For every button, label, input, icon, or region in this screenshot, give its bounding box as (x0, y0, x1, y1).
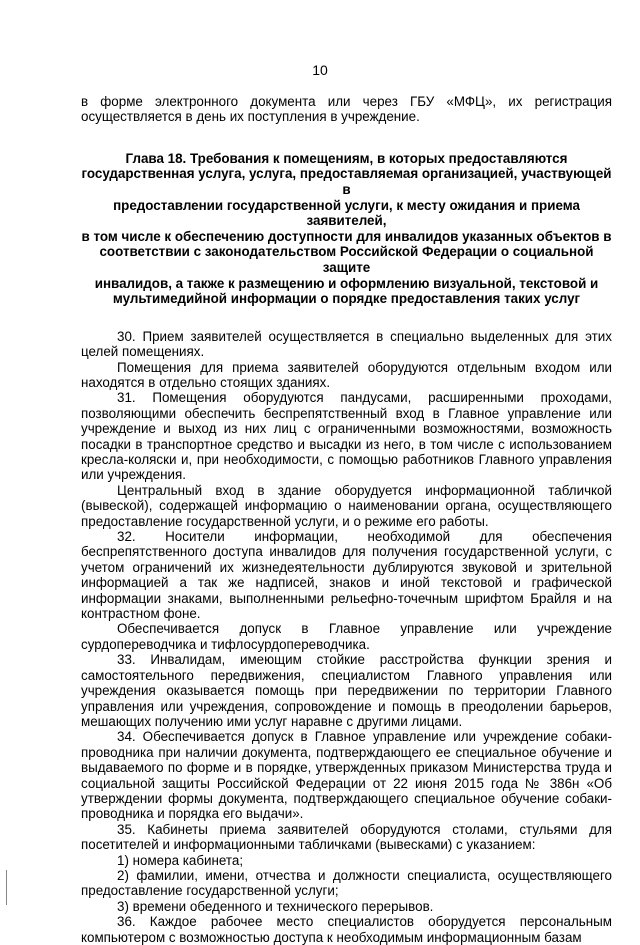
heading-line: государственная услуга, услуга, предоставляемая организацией, участвующей в (81, 166, 612, 197)
heading-line: мультимедийной информации о порядке предоставления таких услуг (112, 291, 581, 307)
heading-line: предоставлении государственной услуги, к месту ожидания и приема заявителей, (113, 197, 580, 229)
paragraph-central-entrance: Центральный вход в здание оборудуется информационной табличкой (вывеской), содержащей информацию о наименовании органа, осуществляющего предоставление государственной услуги, и о режиме его работы. (81, 482, 612, 529)
paragraph-35: 35. Кабинеты приема заявителей оборудуются столами, стульями для посетителей и информационными табличками (вывесками) с указанием: (81, 821, 612, 853)
list-item-breaks: 3) времени обеденного и технического перерывов. (117, 898, 434, 914)
page-number: 10 (312, 62, 328, 78)
heading-line: Глава 18. Требования к помещениям, в которых предоставляются (125, 150, 568, 166)
paragraph-36: 36. Каждое рабочее место специалистов оборудуется персональным компьютером с возможностью доступа к необходимым информационным базам (81, 914, 612, 945)
paragraph-34: 34. Обеспечивается допуск в Главное управление или учреждение собаки-проводника при наличии документа, подтверждающего ее специальное обучение и выдаваемого по форме и в порядке, утвержденных приказом Министерства труда и социальной защиты Российской Федерации от 22 июня 2015 года № 386н «Об утверждении формы документа, подтверждающего специальное обучение собаки-проводника и порядка его выдачи». (81, 729, 612, 822)
page-content (81, 94, 612, 945)
heading-line: инвалидов, а также к размещению и оформлению визуальной, текстовой и (94, 275, 599, 291)
paragraph-premises-entrance: Помещения для приема заявителей оборудуются отдельным входом или находятся в отдельно стоящих зданиях. (81, 359, 612, 390)
paragraph-31: 31. Помещения оборудуются пандусами, расширенными проходами, позволяющими обеспечить беспрепятственный вход в Главное управление или учреждение и выход из них лиц с ограниченными возможностями, возможность посадки в транспортное средство и высадки из него, в том числе с использованием кресла-коляски и, при необходимости, с помощью работников Главного управления или учреждения. (81, 390, 612, 483)
paragraph-32: 32. Носители информации, необходимой для обеспечения беспрепятственного доступа инвалидов для получения государственной услуги, с учетом ограничений их жизнедеятельности дублируются звуковой и зрительной информацией а так же надписей, знаков и иной текстовой и графической информации знаками, выполненными рельефно-точечным шрифтом Брайля и на контрастном фоне. (81, 529, 612, 622)
heading-line: соответствии с законодательством Российской Федерации о социальной защите (99, 244, 594, 275)
intro-paragraph: в форме электронного документа или через ГБУ «МФЦ», их регистрация осуществляется в день их поступления в учреждение. (81, 94, 612, 125)
list-item-specialist-name: 2) фамилии, имени, отчества и должности специалиста, осуществляющего предоставление государственной услуги; (81, 867, 612, 899)
scan-margin-line (6, 870, 7, 905)
paragraph-interpreter-access: Обеспечивается допуск в Главное управление или учреждение сурдопереводчика и тифлосурдопереводчика. (81, 621, 612, 652)
paragraph-33: 33. Инвалидам, имеющим стойкие расстройства функции зрения и самостоятельного передвижения, специалистом Главного управления или учреждения оказывается помощь при передвижении по территории Главного управления или учреждения, сопровождение и помощь в преодолении барьеров, мешающих получению ими услуг наравне с другими лицами. (81, 652, 612, 729)
paragraph-30: 30. Прием заявителей осуществляется в специально выделенных для этих целей помещениях. (81, 328, 612, 360)
list-item-room-number: 1) номера кабинета; (117, 852, 244, 868)
chapter-heading (81, 151, 612, 307)
heading-line: в том числе к обеспечению доступности для инвалидов указанных объектов в (81, 228, 612, 244)
